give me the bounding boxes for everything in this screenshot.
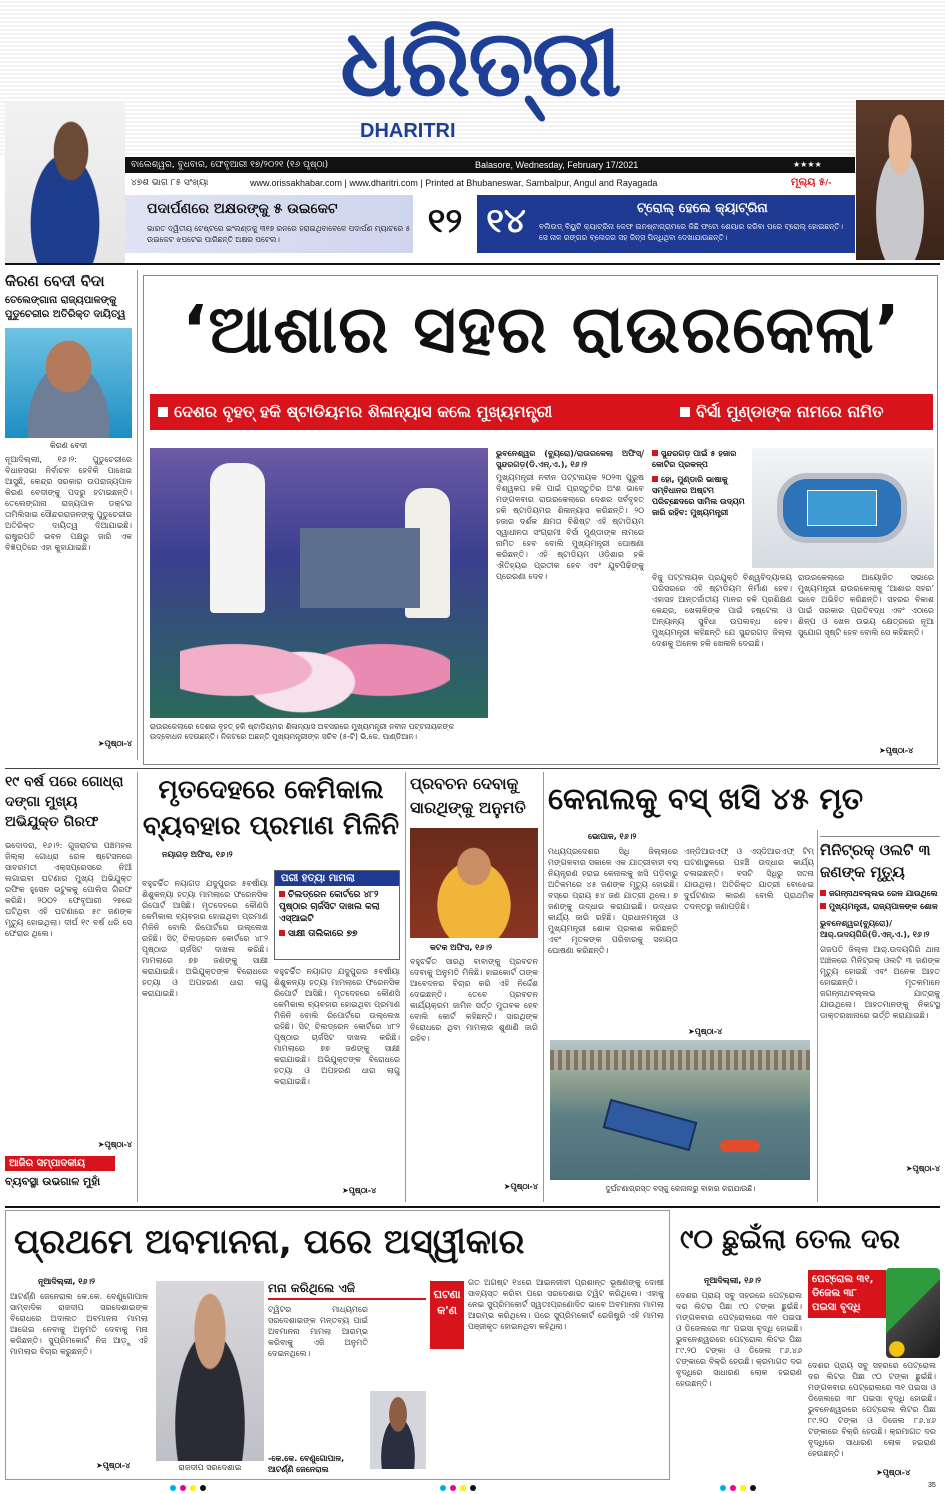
masthead-rule — [5, 263, 940, 265]
kiran-headline: କିରଣ ବେଦୀ ବିଦା — [5, 272, 105, 290]
logo — [300, 5, 660, 125]
teaser-left-headline: ପଦାର୍ପଣରେ ଅକ୍ଷରଙ୍କୁ ୫ ଉଇକେଟ — [147, 201, 338, 217]
cricketer-photo — [5, 103, 125, 263]
masthead — [0, 0, 945, 160]
ag-box-caption: -କେ.କେ. ବେଣୁଗୋପାଳ, ଆଟର୍ଣ୍ଣି ଜେନେରାଲ — [268, 1454, 345, 1474]
godhra-body: ଭଦୋଦରା, ୧୬।୨: ଗୁଜରାଟର ପଞ୍ଚମହଲ ଜିଲ୍ଲା ଗୋଧ୍ରା ରେଳ ଷ୍ଟେସନରେ ସାବରମତୀ ଏକ୍ସପ୍ରେସରେ ନିଆଁ ଲଗାଇବା ଘଟଣାର ମୁଖ୍ୟ ଅଭିଯୁକ୍ତ ରଫିକ ହୁସେନ ଭଟୁକକୁ ପୋଲିସ ଗିରଫ କରିଛି। ୨୦୦୨ ଫେବୃଆରୀ ୨୭ରେ ଘଟିଥିବା ଏହି ଘଟଣାରେ ୫୯ ଜଣଙ୍କ ମୃତ୍ୟୁ ହୋଇଥିଲା। ଦୀର୍ଘ ୧୯ ବର୍ଷ ଧରି ସେ ଫେରାର ଥିଲେ। — [5, 841, 132, 938]
chemical-headline-2: ବ୍ୟବହାର ପ୍ରମାଣ ମିଳିନି — [142, 811, 400, 841]
contempt-cont[interactable]: ➤ପୃଷ୍ଠା-୪ — [96, 1461, 131, 1470]
divider — [817, 830, 818, 1202]
minitruck-dateline: ଭୁବନେଶ୍ୱର(ବ୍ୟୁରୋ)/ ଆର୍.ଉଦୟଗିରି(ଡି.ଏନ୍.ଏ.), ୧୬।୨ — [820, 919, 930, 939]
teaser-right[interactable] — [477, 195, 855, 253]
fuel-box-text: ପେଟ୍ରୋଲ ୩୧, ଡିଜେଲ ୩୮ ପଇସା ବୃଦ୍ଧି — [812, 1274, 874, 1313]
fuel-cont[interactable]: ➤ପୃଷ୍ଠା-୪ — [876, 1468, 911, 1477]
venugopal-photo — [370, 1391, 426, 1469]
chemical-box — [274, 870, 400, 960]
volume: ୪୭ଶ ଭାଗ ୮୫ ସଂଖ୍ୟା — [131, 178, 209, 188]
chemical-body-right: ବହୁଚର୍ଚ୍ଚିତ ନୟାଗଡ଼ ଯଦୁପୁରର ୫ବର୍ଷୀୟା ଶିଶୁକନ୍ୟା ହତ୍ୟା ମାମଲାରେ ଫରେନସିକ ରିପୋର୍ଟ ଆସିଛି। ମୃତଦେହରେ କୌଣସି କେମିକାଲ ବ୍ୟବହାର ହୋଇଥିବା ପ୍ରମାଣ ମିଳିନି ବୋଲି ରିପୋର୍ଟରେ ଉଲ୍ଲେଖ ରହିଛି। ସିଟ୍ ଚିଲଡ୍ରେନ କୋର୍ଟରେ ୪୮୨ ପୃଷ୍ଠାର ଚାର୍ଜସିଟ ଦାଖଲ କରିଛି। ମାମଲାରେ ୭୭ ଜଣଙ୍କୁ ସାକ୍ଷୀ କରାଯାଇଛି। ଅଭିଯୁକ୍ତଙ୍କ ବିରୋଧରେ ହତ୍ୟା ଓ ଅପହରଣ ଧାରା ଲାଗୁ କରାଯାଇଛି। — [274, 967, 400, 1086]
minitruck-body: ଗଜପତି ଜିଲ୍ଲା ଆର୍.ଉଦୟଗିରି ଥାନା ଅଞ୍ଚଳରେ ମିନିଟ୍ରକ୍ ଓଲଟି ୩ ଜଣଙ୍କ ମୃତ୍ୟୁ ହୋଇଛି ଏବଂ ଅନେକ ଆହତ ହୋଇଛନ୍ତି। ମୃତକମାନେ ଜଗନ୍ନାଥବଲ୍ଲଭ ଯାତ୍ରାକୁ ଯାଉଥିଲେ। ଆହତମାନଙ୍କୁ ନିକଟସ୍ଥ ଡାକ୍ତରଖାନାରେ ଭର୍ତ୍ତି କରାଯାଇଛି। — [820, 945, 940, 1020]
minitruck-box-item — [820, 901, 940, 912]
bus-cont[interactable]: ➤ପୃଷ୍ଠା-୪ — [688, 1027, 723, 1036]
meta-strip — [125, 176, 860, 190]
sarathi-dateline: କଟକ ଅଫିସ, ୧୬।୨ — [430, 943, 492, 952]
fuel-headline: ୯୦ ଛୁଇଁଲା ତେଲ ଦର — [680, 1224, 901, 1255]
godhra-cont[interactable]: ➤ପୃଷ୍ଠା-୪ — [97, 1140, 132, 1149]
minitruck-box — [820, 888, 940, 912]
fuel-body-right: ଦେଶର ପ୍ରାୟ ସବୁ ସହରରେ ପେଟ୍ରୋଲ ଦର ଲିଟର ପିଛା ୯୦ ଟଙ୍କା ଛୁଇଁଛି। ମଙ୍ଗଳବାର ପେଟ୍ରୋଲରେ ୩୧ ପଇସା ଓ ଡିଜେଲରେ ୩୮ ପଇସା ବୃଦ୍ଧି ହୋଇଛି। ଭୁବନେଶ୍ୱରରେ ପେଟ୍ରୋଲ ଲିଟର ପିଛା ୮୯.୨୦ ଟଙ୍କା ଓ ଡିଜେଲ ୮୬.୪୬ ଟଙ୍କାରେ ବିକ୍ରି ହେଉଛି। କ୍ରମାଗତ ଦର ବୃଦ୍ଧିରେ ସାଧାରଣ ଲୋକ ହଇରାଣ ହେଉଛନ୍ତି। — [808, 1361, 936, 1458]
minitruck-box-item-text: ଜଗନ୍ନାଥବଲ୍ଲଭ ରେଳ ଯାଉଥିଲେ — [829, 889, 938, 898]
lead-body1: ମୁଖ୍ୟମନ୍ତ୍ରୀ ନବୀନ ପଟ୍ଟନାୟକ ୨୦୨୩ ପୁରୁଷ ବିଶ୍ୱକପ ହକି ପାଇଁ ପ୍ରସ୍ତୁତିର ଅଂଶ ଭାବେ ମଙ୍ଗଳବାର ରାଉରକେଲାରେ ଦେଶର ସର୍ବବୃହତ୍ ହକି ଷ୍ଟାଡିୟମର ଶିଳାନ୍ୟାସ କରିଛନ୍ତି। ୨୦ ହଜାର ଦର୍ଶକ କ୍ଷମତା ବିଶିଷ୍ଟ ଏହି ଷ୍ଟାଡିୟମ ସ୍ୱାଧୀନତା ସଂଗ୍ରାମୀ ବିର୍ସା ମୁଣ୍ଡାଙ୍କ ନାମରେ ନାମିତ ହେବ ବୋଲି ମୁଖ୍ୟମନ୍ତ୍ରୀ ଘୋଷଣା କରିଛନ୍ତି। ଏହି ଷ୍ଟାଡିୟମ ଓଡ଼ିଶାର ହକି ଐତିହ୍ୟର ପ୍ରତୀକ ହେବ ଏବଂ ଯୁବପିଢ଼ିଙ୍କୁ ପ୍ରେରଣା ଦେବ। — [496, 473, 644, 581]
logo-latin: DHARITRI — [360, 120, 456, 142]
chemical-headline-1: ମୃତଦେହରେ କେମିକାଲ — [158, 775, 384, 805]
kiran-story — [5, 270, 132, 760]
dateline-odia: ବାଲେଶ୍ୱର, ବୁଧବାର, ଫେବୃଆରୀ ୧୭/୨୦୨୧ (୧୬ ପୃଷ୍ଠା) — [131, 160, 329, 170]
editorial-tag: ଆଜିର ସମ୍ପାଦକୀୟ — [5, 1156, 115, 1171]
minitruck-headline: ମିନିଟ୍ରକ୍ ଓଲଟି ୩ ଜଣଙ୍କ ମୃତ୍ୟୁ — [820, 836, 940, 882]
minitruck-box-item-text: ମୁଖ୍ୟମନ୍ତ୍ରୀ, ରାଜ୍ୟପାଳଙ୍କ ଶୋକ — [829, 902, 938, 911]
lead-box-item-text: ହୋ, ମୁଣ୍ଡାରି ଭାଷାକୁ ସମ୍ବିଧାନର ଅଷ୍ଟମ ପରିଚ୍ଛେଦରେ ସାମିଲ ଉଦ୍ୟମ ଜାରି ରହିବ: ମୁଖ୍ୟମନ୍ତ୍ରୀ — [652, 475, 745, 517]
fuel-nozzle-photo — [886, 1268, 940, 1358]
teaser-right-headline: ଟ୍ରୋଲ୍ ହେଲେ କ୍ୟାଟ୍ରିନା — [637, 201, 768, 216]
kiran-photo — [5, 328, 132, 438]
lead-cont[interactable]: ➤ପୃଷ୍ଠା-୪ — [879, 746, 914, 755]
bus-story — [548, 772, 864, 1202]
contempt-dateline: ନୂଆଦିଲ୍ଲୀ, ୧୬।୨ — [38, 1277, 96, 1286]
teaser-left-text: ଭାରତ ଦ୍ୱିତୀୟ ଟେଷ୍ଟରେ ଇଂଲଣ୍ଡକୁ ୩୧୭ ରନରେ ହରାଇଥିବାବେଳେ ପଦାର୍ପଣ ମ୍ୟାଚରେ ୫ ଉଇକେଟ ଝପଟେଇ ପାରିଛନ୍ତି ଅକ୍ଷର ପଟେଲ। — [147, 224, 411, 244]
bus-body2: ଏନ୍‌ଡିଆରଏଫ୍ ଓ ଏସ୍‌ଡିଆରଏଫ୍ ଟିମ୍ ଘଟଣାସ୍ଥଳରେ ପହଞ୍ଚି ଉଦ୍ଧାର କାର୍ଯ୍ୟ ଚଳାଇଛନ୍ତି। ବସଟି ସିଧିରୁ ସତନା ଯାଉଥିଲା। ଅତିରିକ୍ତ ଯାତ୍ରୀ ବୋଝେଇ ଦୁର୍ଘଟଣାର କାରଣ ବୋଲି ପ୍ରାଥମିକ ତଦନ୍ତରୁ ଜଣାପଡ଼ିଛି। — [684, 847, 814, 911]
minitruck-cont[interactable]: ➤ପୃଷ୍ଠା-୪ — [905, 1164, 940, 1173]
teaser-left-page: ୧୨ — [427, 201, 463, 241]
lead-box-item-text: ସୁନ୍ଦରଗଡ଼ ପାଇଁ ୫ ହଜାର କୋଟିର ପ୍ରକଳ୍ପ — [652, 449, 737, 469]
stars: ★★★★ — [793, 160, 822, 169]
fuel-box — [808, 1270, 886, 1318]
fuel-dateline: ନୂଆଦିଲ୍ଲୀ, ୧୬।୨ — [704, 1276, 762, 1285]
katrina-photo — [856, 100, 944, 260]
lead-headline: ‘ଆଶାର ସହର ରାଉରକେଲା’ — [182, 291, 901, 368]
sarathi-cont[interactable]: ➤ପୃଷ୍ଠା-୪ — [503, 1182, 538, 1191]
teaser-band — [125, 195, 855, 253]
chemical-box-item-text: ଚିଲଡ୍ରେନ କୋର୍ଟରେ ୪୮୨ ପୃଷ୍ଠାର ଚାର୍ଜସିଟ ଦାଖଲ କଲା ଏସ୍ଆଇଟି — [279, 890, 380, 924]
kiran-caption: କିରଣ ବେଦୀ — [49, 441, 88, 450]
kiran-cont[interactable]: ➤ପୃଷ୍ଠା-୪ — [97, 739, 132, 748]
sarathi-body: ବହୁଚର୍ଚ୍ଚିତ ସାରଥି ବାବାଙ୍କୁ ପ୍ରବଚନ ଦେବାକୁ ଅନୁମତି ମିଳିଛି। ହାଇକୋର୍ଟ ତାଙ୍କ ଆବେଦନର ବିଚାର କରି ଏହି ନିର୍ଦ୍ଦେଶ ଦେଇଛନ୍ତି। ତେବେ ପ୍ରବଚନ କାର୍ଯ୍ୟକ୍ରମ ଜାମିନ ସର୍ତ୍ତ ମୁତାବକ ହେବ ବୋଲି କୋର୍ଟ କହିଛନ୍ତି। ସାରଥିଙ୍କ ବିରୋଧରେ ଥିବା ମାମଲାର ଶୁଣାଣି ଜାରି ରହିବ। — [410, 957, 538, 1043]
price: ମୂଲ୍ୟ ୫/- — [791, 177, 832, 188]
ghatana-tag — [430, 1281, 464, 1349]
sarathi-headline: ପ୍ରବଚନ ଦେବାକୁ ସାରଥିଙ୍କୁ ଅନୁମତି — [410, 774, 526, 817]
teaser-right-page: ୧୪ — [486, 201, 526, 241]
ag-box-body: ଟ୍ୱିଟର ମାଧ୍ୟମରେ ସରଦେଶାଇଙ୍କ ମନ୍ତବ୍ୟ ପାଇଁ ଅବମାନନା ମାମଲା ଆରମ୍ଭ କରିବାକୁ ଏଜି ଅନୁମତି ଦେଇନଥିଲେ। — [268, 1305, 368, 1358]
contempt-headline: ପ୍ରଥମେ ଅବମାନନା, ପରେ ଅସ୍ୱୀକାର — [14, 1222, 525, 1262]
logo-text: ଧରିତ୍ରୀ — [340, 10, 620, 117]
kiran-subhead: ତେଲେଙ୍ଗାନା ରାଜ୍ୟପାଳଙ୍କୁ ପୁଡୁଚେରୀର ଅତିରିକ୍ତ ଦାୟିତ୍ୱ — [5, 295, 126, 320]
sardesai-photo — [156, 1281, 264, 1461]
chemical-box-item-text: ସାକ୍ଷୀ ତାଲିକାରେ ୭୭ — [288, 929, 358, 939]
lead-body3: ରାଉରକେଲାରେ ଆୟୋଜିତ ସଭାରେ ମୁଖ୍ୟମନ୍ତ୍ରୀ ରାଉରକେଲାକୁ ‘ଆଶାର ସହର’ ଭାବେ ଅଭିହିତ କରିଛନ୍ତି। ସହରର ବିକାଶ ପାଇଁ ସରକାର ପ୍ରତିବଦ୍ଧ ଏବଂ ଏଠାରେ ଶିଳ୍ପ ଓ ଖେଳ ଉଭୟ କ୍ଷେତ୍ରରେ ନୂଆ ସୁଯୋଗ ସୃଷ୍ଟି ହେବ ବୋଲି ସେ କହିଛନ୍ତି। — [798, 573, 934, 637]
divider — [405, 772, 406, 1202]
lead-bar1 — [158, 394, 552, 430]
chemical-box-item — [279, 889, 395, 925]
price-label: ମୂଲ୍ୟ ୫ — [791, 177, 826, 188]
editorial-title[interactable]: ବ୍ୟବସ୍ଥା ଉଭଗାଳ ମୁହାଁ — [5, 1175, 101, 1188]
page-number: 35 — [928, 1482, 936, 1489]
lead-photo — [150, 448, 488, 718]
bus-dateline: ଭୋପାଳ, ୧୬।୨ — [588, 832, 637, 841]
lead-dateline: ଭୁବନେଶ୍ୱର (ବ୍ୟୁରୋ)/ରାଉରକେଲା ଅଫିସ୍/ସୁନ୍ଦରଗଡ଼(ଡି.ଏନ୍.ଏ.), ୧୬।୨ — [496, 449, 644, 469]
divider — [5, 768, 940, 769]
godhra-headline: ୧୯ ବର୍ଷ ପରେ ଗୋଧ୍ରା ଦଙ୍ଗା ମୁଖ୍ୟ ଅଭିଯୁକ୍ତ ଗିରଫ — [5, 774, 124, 830]
chemical-box-items — [275, 886, 399, 943]
lead-bar — [150, 394, 933, 430]
chemical-dateline: ନୟାଗଡ଼ ଅଫିସ, ୧୬।୨ — [162, 850, 233, 859]
sarathi-photo — [410, 828, 538, 938]
bus-photo — [550, 1040, 810, 1180]
lead-box — [652, 448, 748, 568]
ag-box-title: ମନା କରିଥିଲେ ଏଜି — [268, 1281, 426, 1300]
lead-bar2-text: ବିର୍ସା ମୁଣ୍ଡାଙ୍କ ନାମରେ ନାମିତ — [696, 402, 884, 421]
lead-body2: ବିଜୁ ପଟ୍ଟନାୟକ ପ୍ରଯୁକ୍ତି ବିଶ୍ୱବିଦ୍ୟାଳୟ ପରିସରରେ ଏହି ଷ୍ଟାଡିୟମ ନିର୍ମାଣ ହେବ। ଏହାସହ ଆନ୍ତର୍ଜାତୀୟ ମାନର ହକି ପ୍ରଶିକ୍ଷଣ କେନ୍ଦ୍ର, ଖେଳାଳିଙ୍କ ପାଇଁ ହଷ୍ଟେଲ ଓ ଅନ୍ୟାନ୍ୟ ସୁବିଧା ଉପଲବ୍ଧ ହେବ। ମୁଖ୍ୟମନ୍ତ୍ରୀ କହିଛନ୍ତି ଯେ ସୁନ୍ଦରଗଡ଼ ଜିଲ୍ଲା ଦେଶକୁ ଅନେକ ହକି ଖେଳାଳି ଦେଇଛି। — [652, 573, 792, 648]
divider — [137, 772, 138, 1202]
ghatana-tag-text: ଘଟଣା କ'ଣ — [433, 1288, 461, 1317]
sardesai-caption: ରାଜଦୀପ ସରଦେଶାଇ — [178, 1463, 242, 1472]
contempt-story — [5, 1210, 670, 1480]
bus-headline: କେନାଲକୁ ବସ୍ ଖସି ୪୫ ମୃତ — [548, 782, 864, 817]
contempt-body: ଆଟର୍ଣ୍ଣି ଜେନେରାଲ କେ.କେ. ବେଣୁଗୋପାଳ ସାମ୍ବାଦିକ ରାଜଦୀପ ସରଦେଶାଇଙ୍କ ବିରୋଧରେ ଅଦାଲତ ଅବମାନନା ମାମଲା ଆଗେଇ ନେବାକୁ ଅନୁମତି ଦେବାକୁ ମନା କରିଛନ୍ତି। ସୁପ୍ରିମକୋର୍ଟ ନିଜ ଆଡ଼ୁ ଏହି ମାମଲାର ବିଚାର କରୁଛନ୍ତି। — [10, 1292, 148, 1356]
teaser-left[interactable] — [125, 195, 413, 253]
bus-body: ମଧ୍ୟପ୍ରଦେଶର ସିଧି ଜିଲ୍ଲାରେ ମଙ୍ଗଳବାର ସକାଳେ ଏକ ଯାତ୍ରୀବାହୀ ବସ୍ ନିୟନ୍ତ୍ରଣ ହରାଇ କେନାଲକୁ ଖସି ପଡ଼ିବାରୁ ଅତିକମରେ ୪୫ ଜଣଙ୍କ ମୃତ୍ୟୁ ହୋଇଛି। ବସ୍‌ରେ ପ୍ରାୟ ୫୪ ଜଣ ଯାତ୍ରୀ ଥିଲେ। ୭ ଜଣଙ୍କୁ ଉଦ୍ଧାର କରାଯାଇଛି। ଉଦ୍ଧାର କାର୍ଯ୍ୟ ଜାରି ରହିଛି। ପ୍ରଧାନମନ୍ତ୍ରୀ ଓ ମୁଖ୍ୟମନ୍ତ୍ରୀ ଶୋକ ପ୍ରକାଶ କରିଛନ୍ତି ଏବଂ ମୃତକଙ୍କ ପରିବାରକୁ ସହାୟତା ଘୋଷଣା କରିଛନ୍ତି। — [548, 847, 678, 955]
lead-bar1-text: ଦେଶର ବୃହତ୍ ହକି ଷ୍ଟାଡିୟମର ଶିଳାନ୍ୟାସ କଲେ ମୁଖ୍ୟମନ୍ତ୍ରୀ — [174, 402, 553, 421]
fuel-story — [676, 1210, 940, 1480]
dateline-en: Balasore, Wednesday, February 17/2021 — [475, 160, 639, 170]
godhra-story — [5, 772, 132, 1192]
lead-caption: ରାଉରକେଲାରେ ଦେଶର ବୃହତ୍ ହକି ଷ୍ଟାଡିୟମର ଶିଳାନ୍ୟାସ ଅବସରରେ ମୁଖ୍ୟମନ୍ତ୍ରୀ ନବୀନ ପଟ୍ଟନାୟକଙ୍କ ଉଦ୍‌ବୋଧନ ଦେଉଛନ୍ତି। ନିକଟରେ ଅଛନ୍ତି ମୁଖ୍ୟମନ୍ତ୍ରୀଙ୍କ ସଚିବ (୫-ଟି) ଭି.କେ. ପାଣ୍ଡିଆନ। — [150, 722, 455, 741]
ag-box — [268, 1281, 426, 1476]
lead-bar2 — [680, 394, 884, 430]
dateline-strip — [125, 157, 855, 173]
ghatana-body: ଗତ ଅଗଷ୍ଟ ୧୪ରେ ଆଇନଜୀବୀ ପ୍ରଶାନ୍ତ ଭୂଷଣଙ୍କୁ ଦୋଷୀ ସାବ୍ୟସ୍ତ କରିବା ପରେ ସରଦେଶାଇ ଟ୍ୱିଟ କରିଥିଲେ। ଏହାକୁ ନେଇ ସୁପ୍ରିମକୋର୍ଟ ସ୍ୱତଃପ୍ରଣୋଦିତ ଭାବେ ଅବମାନନା ମାମଲା ଆରମ୍ଭ କରିଥିଲେ। ପରେ ସୁପ୍ରିମକୋର୍ଟ ରେଜିଷ୍ଟ୍ରି ଏହି ମାମଲା ପଞ୍ଜୀକୃତ ହୋଇନଥିବା କହିଥିଲା। — [468, 1278, 664, 1331]
divider — [137, 270, 138, 760]
kiran-body: ନୂଆଦିଲ୍ଲୀ, ୧୬।୨: ପୁଡୁଚେରୀରେ ବିଧାନସଭା ନିର୍ବାଚନ ହେବିକି ପାଖେଇ ଆସୁଛି, କେନ୍ଦ୍ର ସରକାର ଉପରାଜ୍ୟପାଳ କିରଣ ବେଦୀଙ୍କୁ ପଦରୁ ହଟାଇଛନ୍ତି। ତେଲେଙ୍ଗାନା ରାଜ୍ୟପାଳ ଡକ୍ଟର ତାମିଲିସାଇ ସୌନ୍ଦରରାଜନଙ୍କୁ ପୁଡୁଚେରୀର ଅତିରିକ୍ତ ଦାୟିତ୍ୱ ଦିଆଯାଇଛି। ରାଷ୍ଟ୍ରପତି ଭବନ ପକ୍ଷରୁ ଜାରି ଏକ ବିଜ୍ଞପ୍ତିରେ ଏହା କୁହାଯାଇଛି। — [5, 455, 132, 552]
website: www.orissakhabar.com | www.dharitri.com | Printed at Bhubaneswar, Sambalpur, Angul and Rayagada — [250, 178, 658, 188]
chemical-box-title: ପରୀ ହତ୍ୟା ମାମଲା — [275, 871, 399, 886]
chemical-body-left: ବହୁଚର୍ଚ୍ଚିତ ନୟାଗଡ଼ ଯଦୁପୁରର ୫ବର୍ଷୀୟା ଶିଶୁକନ୍ୟା ହତ୍ୟା ମାମଲାରେ ଫରେନସିକ ରିପୋର୍ଟ ଆସିଛି। ମୃତଦେହରେ କୌଣସି କେମିକାଲ ବ୍ୟବହାର ହୋଇଥିବା ପ୍ରମାଣ ମିଳିନି ବୋଲି ରିପୋର୍ଟରେ ଉଲ୍ଲେଖ ରହିଛି। ସିଟ୍ ଚିଲଡ୍ରେନ କୋର୍ଟରେ ୪୮୨ ପୃଷ୍ଠାର ଚାର୍ଜସିଟ ଦାଖଲ କରିଛି। ମାମଲାରେ ୭୭ ଜଣଙ୍କୁ ସାକ୍ଷୀ କରାଯାଇଛି। ଅଭିଯୁକ୍ତଙ୍କ ବିରୋଧରେ ହତ୍ୟା ଓ ଅପହରଣ ଧାରା ଲାଗୁ କରାଯାଇଛି। — [142, 879, 268, 998]
sarathi-story — [410, 772, 538, 1202]
divider — [543, 772, 544, 1202]
registration-marks — [0, 1482, 945, 1494]
divider — [5, 1206, 940, 1208]
chemical-cont[interactable]: ➤ପୃଷ୍ଠା-୪ — [342, 1186, 377, 1195]
chemical-story — [142, 772, 400, 1202]
lead-story — [143, 275, 938, 765]
lead-box-item — [652, 448, 748, 470]
minitruck-box-item — [820, 888, 940, 899]
lead-box-item — [652, 474, 748, 518]
minitruck-story — [820, 836, 940, 1202]
fuel-body-left: ଦେଶର ପ୍ରାୟ ସବୁ ସହରରେ ପେଟ୍ରୋଲ ଦର ଲିଟର ପିଛା ୯୦ ଟଙ୍କା ଛୁଇଁଛି। ମଙ୍ଗଳବାର ପେଟ୍ରୋଲରେ ୩୧ ପଇସା ଓ ଡିଜେଲରେ ୩୮ ପଇସା ବୃଦ୍ଧି ହୋଇଛି। ଭୁବନେଶ୍ୱରରେ ପେଟ୍ରୋଲ ଲିଟର ପିଛା ୮୯.୨୦ ଟଙ୍କା ଓ ଡିଜେଲ ୮୬.୪୬ ଟଙ୍କାରେ ବିକ୍ରି ହେଉଛି। କ୍ରମାଗତ ଦର ବୃଦ୍ଧିରେ ସାଧାରଣ ଲୋକ ହଇରାଣ ହେଉଛନ୍ତି। — [676, 1291, 802, 1388]
stadium-render — [752, 448, 934, 568]
teaser-right-text: ବଲିଉଡ୍ ବିୟୁଟି କ୍ୟାଟ୍ରିନା କେଫ ଇନଷ୍ଟାଗ୍ରାମରେ କିଛି ଫଟୋ ଶେୟାର କରିବା ପରେ ଟ୍ରୋଲ୍ ହୋଇଛନ୍ତି। ସେ ନାଳ ରଙ୍ଗର ବ୍ଲେଜର ସହ ଜିନ୍ସ ପିନ୍ଧିଥିବା ଦେଖାଯାଉଛନ୍ତି। — [539, 222, 843, 242]
bus-caption: ଦୁର୍ଘଟଣାଗ୍ରସ୍ତ ବସ୍‌କୁ କେନାଲରୁ ବାହାର କରାଯାଉଛି। — [605, 1184, 756, 1193]
chemical-box-item — [279, 928, 395, 940]
